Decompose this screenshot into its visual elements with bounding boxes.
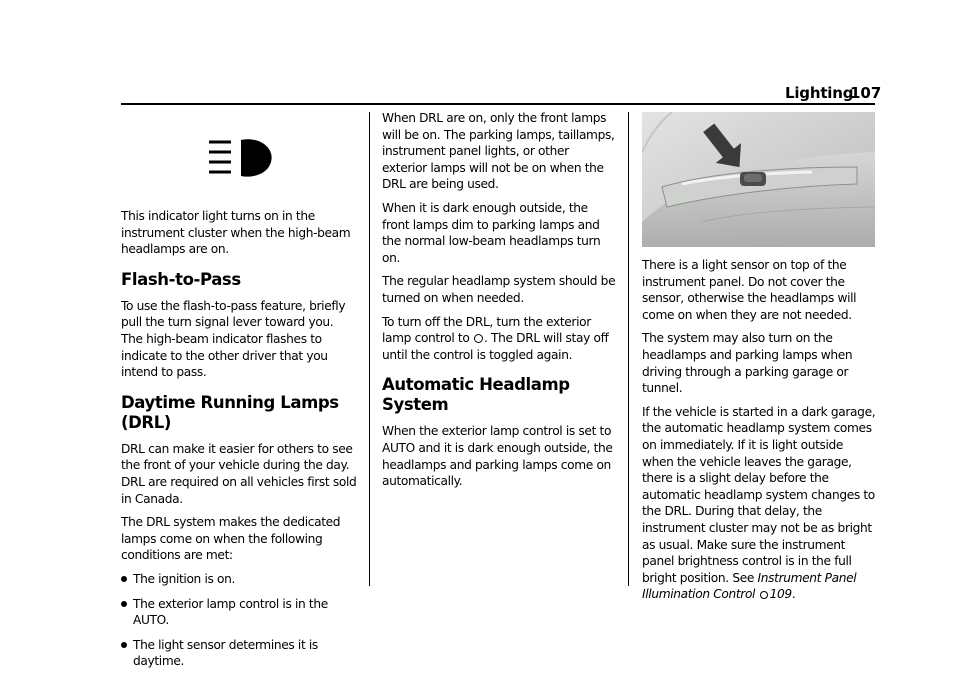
column-divider-2	[628, 112, 629, 586]
header-rule	[121, 103, 875, 105]
drl-text-2: The DRL system makes the dedicated lamps come on when the following conditions are met:	[121, 515, 341, 563]
dark-garage-text: If the vehicle is started in a dark garage, the automatic headlamp system comes on immediately. If it is light outside when the vehicle leaves the garage, there is a slight delay before the automatic headlamp system changes to the DRL. During that delay, the instrument cluster may not be as bright as usual. Make sure the instrument panel brightness control is in the full bright position. See Instrument Panel Illumination Control 109.	[642, 404, 876, 602]
list-item: The ignition is on.	[121, 571, 357, 588]
column-1	[121, 136, 357, 678]
flash-to-pass-heading: Flash-to-Pass	[121, 269, 241, 289]
garage-tunnel-text: The system may also turn on the headlamps and parking lamps when driving through a parking garage or tunnel.	[642, 331, 853, 396]
drl-text-1: DRL can make it easier for others to see the front of your vehicle during the day. DRL are required on all vehicles first sold in Canada.	[121, 441, 357, 506]
drl-heading: Daytime Running Lamps (DRL)	[121, 392, 339, 432]
page-reference-number[interactable]: 109	[769, 587, 792, 602]
automatic-headlamp-text: When the exterior lamp control is set to AUTO and it is dark enough outside, the headlamps and parking lamps come on automatically.	[382, 424, 613, 489]
power-off-icon	[474, 334, 483, 343]
instrument-panel-illumination-link[interactable]: Instrument Panel Illumination Control	[642, 570, 857, 602]
running-header-section: Lighting	[785, 84, 854, 102]
column-2	[382, 110, 616, 497]
light-sensor-illustration	[642, 112, 875, 247]
column-divider-1	[369, 112, 370, 586]
light-sensor-text: There is a light sensor on top of the instrument panel. Do not cover the sensor, otherwise the headlamps will come on when they are not needed.	[642, 258, 857, 322]
drl-off-text: To turn off the DRL, turn the exterior lamp control to . The DRL will stay off until the control is toggled again.	[382, 314, 609, 362]
regular-headlamp-text: The regular headlamp system should be turned on when needed.	[382, 274, 616, 305]
page-reference-icon	[760, 591, 768, 599]
page-number: 107	[850, 84, 882, 102]
high-beam-description: This indicator light turns on in the instrument cluster when the high-beam headlamps are on.	[121, 209, 351, 257]
list-item: The light sensor determines it is daytime.	[121, 637, 357, 670]
drl-dark-text: When it is dark enough outside, the front lamps dim to parking lamps and the normal low-beam headlamps turn on.	[382, 200, 601, 265]
drl-conditions-list	[121, 571, 357, 670]
flash-to-pass-text: To use the flash-to-pass feature, briefly pull the turn signal lever toward you. The high-beam indicator flashes to indicate to the other driver that you intend to pass.	[121, 298, 346, 380]
drl-front-lamps-text: When DRL are on, only the front lamps will be on. The parking lamps, taillamps, instrument panel lights, or other exterior lamps will not be on when the DRL are being used.	[382, 111, 615, 192]
automatic-headlamp-heading: Automatic Headlamp System	[382, 375, 570, 415]
list-item: The exterior lamp control is in the AUTO.	[121, 596, 357, 629]
column-3	[642, 112, 876, 610]
high-beam-icon	[209, 136, 357, 180]
